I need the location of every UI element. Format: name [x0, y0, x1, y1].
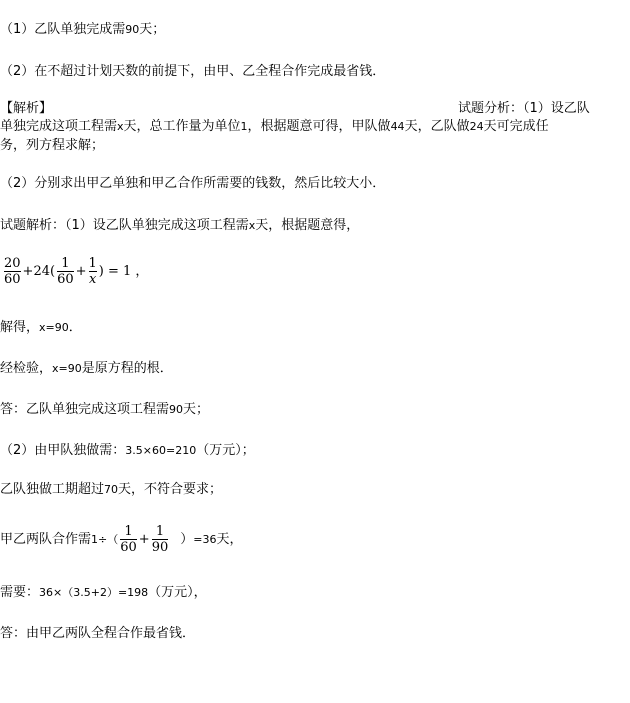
part2-line — [0, 443, 255, 459]
final-answer — [0, 626, 195, 642]
numerator: 1 — [124, 524, 133, 539]
answer-1 — [0, 402, 209, 418]
fraction — [89, 256, 97, 287]
solution-text: 天， — [216, 532, 243, 547]
analysis-var: x — [117, 120, 124, 133]
part5-line — [0, 585, 207, 601]
denominator: x — [88, 272, 97, 287]
analysis-number: 1 — [240, 120, 248, 133]
numerator: 1 — [61, 256, 70, 271]
solution-value: 36×（3.5+2）=198 — [39, 586, 149, 599]
analysis-text: 务，列方程求解； — [0, 138, 105, 153]
solution-var: x — [248, 219, 256, 232]
solution-text: 甲乙两队合作需 — [0, 532, 92, 547]
solution-value: 1÷（ — [91, 533, 119, 546]
part4-line — [0, 524, 242, 555]
solution-text: 乙队独做工期超过 — [0, 482, 105, 497]
equation — [2, 256, 148, 287]
solution-intro — [0, 218, 359, 234]
solution-text: ． — [68, 320, 82, 335]
denominator: 60 — [4, 272, 21, 287]
denominator: 90 — [151, 540, 169, 555]
solution-text: 需要： — [0, 585, 40, 600]
analysis-number: 24 — [469, 120, 484, 133]
analysis-text: 天可完成任 — [483, 119, 549, 134]
solution-value: 3.5×60=210 — [125, 444, 197, 457]
solution-text: 天； — [183, 402, 210, 417]
solution-text: （2）由甲队独做需： — [0, 443, 126, 458]
fraction — [57, 256, 74, 287]
q1-unit: 天； — [139, 22, 166, 37]
solution-value: x=90 — [39, 321, 69, 334]
analysis-text: ，根据题意可得，甲队做 — [247, 119, 391, 134]
solve-line — [0, 320, 82, 336]
eq-op: +24( — [22, 264, 56, 279]
analysis-line-3 — [0, 138, 104, 154]
analysis-line-2 — [0, 119, 549, 135]
solution-value: 90 — [169, 403, 184, 416]
analysis-text: 天，乙队做 — [404, 119, 470, 134]
numerator: 1 — [155, 524, 165, 539]
q1-text: （1）乙队单独完成需 — [0, 22, 126, 37]
solution-value: x=90 — [52, 362, 82, 375]
analysis-text: 单独完成这项工程需 — [0, 119, 118, 134]
q2-text: （2）在不超过计划天数的前提下，由甲、乙全程合作完成最省钱． — [0, 64, 386, 79]
solution-text: 答：乙队单独完成这项工程需 — [0, 402, 170, 417]
analysis-hint — [458, 101, 590, 117]
q1-line — [0, 22, 165, 38]
fraction — [120, 524, 137, 555]
analysis-tag — [0, 101, 52, 117]
analysis-hint-text: 试题分析：（1）设乙队 — [458, 101, 590, 116]
solution-text: （万元）， — [148, 585, 207, 600]
analysis-text: （2）分别求出甲乙单独和甲乙合作所需要的钱数，然后比较大小． — [0, 176, 386, 191]
solution-text: 天，不符合要求； — [118, 482, 223, 497]
solution-text: ） — [180, 532, 194, 547]
eq-op: + — [75, 264, 87, 279]
numerator: 20 — [4, 256, 21, 271]
solution-text: 解得， — [0, 320, 40, 335]
eq-tail: ) = 1 ， — [98, 264, 149, 279]
solution-text: 是原方程的根． — [81, 361, 173, 376]
analysis-number: 44 — [390, 120, 405, 133]
final-answer-text: 答：由甲乙两队全程合作最省钱． — [0, 626, 196, 641]
analysis-label: 【解析】 — [0, 101, 53, 116]
part3-line — [0, 482, 222, 498]
solution-text: 天，根据题意得， — [255, 218, 360, 233]
solution-text: 经检验， — [0, 361, 53, 376]
fraction — [4, 256, 21, 287]
analysis-line-4 — [0, 176, 385, 192]
analysis-text: 天，总工作量为单位 — [123, 119, 241, 134]
denominator: 60 — [57, 272, 74, 287]
solution-value: 70 — [104, 483, 119, 496]
q2-line — [0, 64, 385, 80]
solution-text: 试题解析：（1）设乙队单独完成这项工程需 — [0, 218, 249, 233]
solution-text: （万元）； — [196, 443, 255, 458]
numerator: 1 — [88, 256, 97, 271]
eq-op: + — [138, 532, 150, 547]
check-line — [0, 361, 173, 377]
fraction — [152, 524, 169, 555]
solution-value: =36 — [193, 533, 217, 546]
denominator: 60 — [120, 540, 137, 555]
q1-number: 90 — [125, 23, 140, 36]
